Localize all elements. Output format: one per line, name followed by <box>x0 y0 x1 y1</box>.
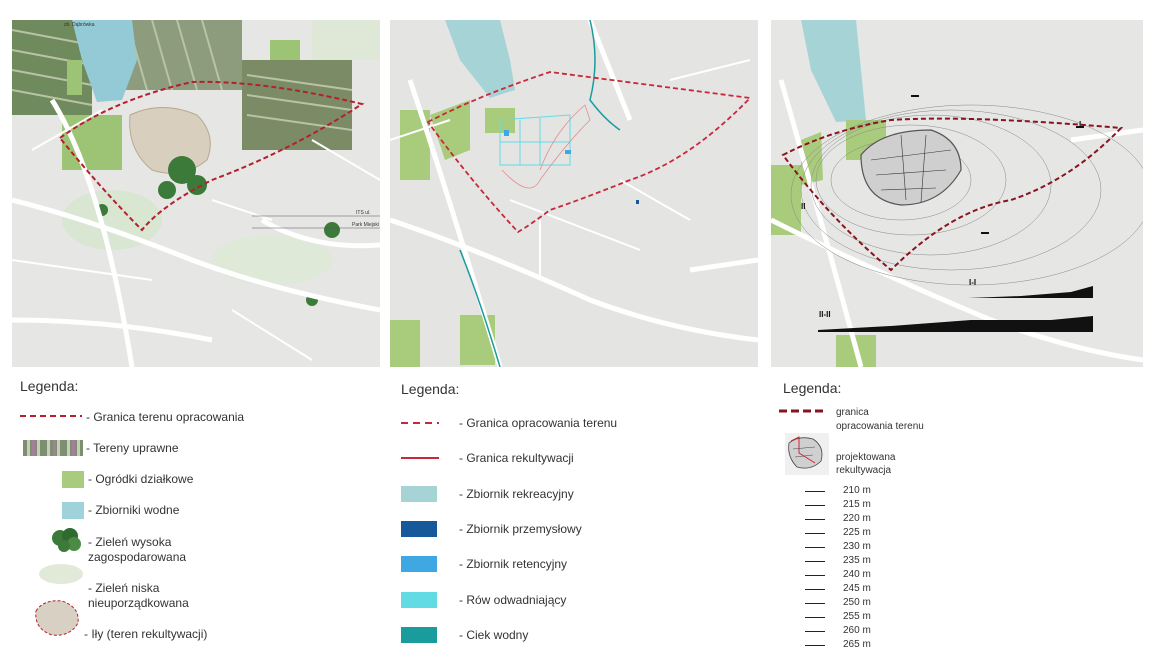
map-land-use-canvas <box>12 20 380 367</box>
callout-label: zb. Dąbrówka <box>64 22 95 28</box>
legend-title: Legenda: <box>783 380 842 396</box>
legend-item: projektowana <box>836 452 896 463</box>
legend-item: - Ogródki działkowe <box>88 472 194 486</box>
legend-item: - Rów odwadniający <box>459 593 567 607</box>
clay-swatch <box>32 597 82 639</box>
section-label-2: II-II <box>819 310 831 319</box>
callout-label: Park Miejski <box>352 222 379 228</box>
contour-line-sample <box>805 575 825 576</box>
callout-label: ITS ul. <box>356 210 371 216</box>
contour-legend-row <box>805 624 885 638</box>
farmland-swatch <box>23 440 83 456</box>
legend-item: rekultywacja <box>836 465 892 476</box>
section-mark-2: II <box>801 202 806 211</box>
stream-swatch <box>401 627 437 643</box>
legend-item: - Granica terenu opracowania <box>86 410 245 424</box>
legend-item: - Zbiorniki wodne <box>88 503 180 517</box>
contour-legend-row <box>805 484 885 498</box>
boundary-swatch <box>401 418 439 428</box>
section-mark-1: I <box>1079 120 1082 129</box>
retention-reservoir <box>504 130 509 136</box>
contour-label: 240 m <box>843 569 871 580</box>
contour-label: 250 m <box>843 597 871 608</box>
legend-item: - Granica rekultywacji <box>459 451 574 465</box>
contour-line-sample <box>805 533 825 534</box>
low-greenery-swatch <box>38 563 84 585</box>
legend-item: - Zbiornik przemysłowy <box>459 522 582 536</box>
contour-line-sample <box>805 491 825 492</box>
contour-legend-row <box>805 540 885 554</box>
legend-item: granica <box>836 407 869 418</box>
industrial-swatch <box>401 521 437 537</box>
contour-label: 210 m <box>843 485 871 496</box>
contour-line-sample <box>805 617 825 618</box>
contour-label: 220 m <box>843 513 871 524</box>
map-terrain[interactable] <box>771 20 1143 367</box>
contour-label: 245 m <box>843 583 871 594</box>
contour-line-sample <box>805 561 825 562</box>
legend-title: Legenda: <box>401 381 460 397</box>
contour-line-sample <box>805 645 825 646</box>
contour-line-sample <box>805 547 825 548</box>
industrial-reservoir <box>636 200 639 204</box>
contour-legend-row <box>805 512 885 526</box>
contour-legend-row <box>805 526 885 540</box>
ditch-swatch <box>401 592 437 608</box>
map-hydrology-canvas <box>390 20 758 367</box>
contour-line-sample <box>805 589 825 590</box>
contour-label: 215 m <box>843 499 871 510</box>
legend-item: - Tereny uprawne <box>86 441 179 455</box>
contour-line-sample <box>805 631 825 632</box>
legend-item: opracowania terenu <box>836 421 924 432</box>
retention-swatch <box>401 556 437 572</box>
contour-line-sample <box>805 603 825 604</box>
high-greenery-swatch <box>50 526 84 552</box>
contour-legend-row <box>805 554 885 568</box>
map-hydrology[interactable] <box>390 20 758 367</box>
legend-item: - Granica opracowania terenu <box>459 416 618 430</box>
legend-item: - Zbiornik retencyjny <box>459 557 568 571</box>
legend-item: - Iły (teren rekultywacji) <box>84 627 208 641</box>
allotment-swatch <box>62 471 84 488</box>
contour-label: 265 m <box>843 639 871 650</box>
contour-legend-row <box>805 498 885 512</box>
contour-label: 230 m <box>843 541 871 552</box>
legend-item: - Ciek wodny <box>459 628 529 642</box>
contour-label: 260 m <box>843 625 871 636</box>
legend-title: Legenda: <box>20 378 79 394</box>
contour-legend-row <box>805 582 885 596</box>
reclamation-swatch <box>401 453 439 463</box>
boundary-swatch <box>20 411 82 421</box>
contour-legend-row <box>805 568 885 582</box>
section-label-1: I-I <box>969 278 977 287</box>
reclamation-swatch <box>785 433 829 475</box>
contour-line-sample <box>805 519 825 520</box>
contour-line-sample <box>805 505 825 506</box>
water-swatch <box>62 502 84 519</box>
contour-label: 255 m <box>843 611 871 622</box>
legend-item: - Zbiornik rekreacyjny <box>459 487 574 501</box>
contour-legend-row <box>805 638 885 652</box>
contour-legend-row <box>805 610 885 624</box>
contour-legend-row <box>805 596 885 610</box>
contour-label: 235 m <box>843 555 871 566</box>
contour-label: 225 m <box>843 527 871 538</box>
boundary-swatch <box>779 407 825 415</box>
legend-item: - Zieleń niska nieuporządkowana <box>88 581 189 610</box>
legend-item: - Zieleń wysoka zagospodarowana <box>88 535 187 564</box>
recreational-swatch <box>401 486 437 502</box>
map-land-use[interactable] <box>12 20 380 367</box>
allotment-area <box>62 115 122 170</box>
